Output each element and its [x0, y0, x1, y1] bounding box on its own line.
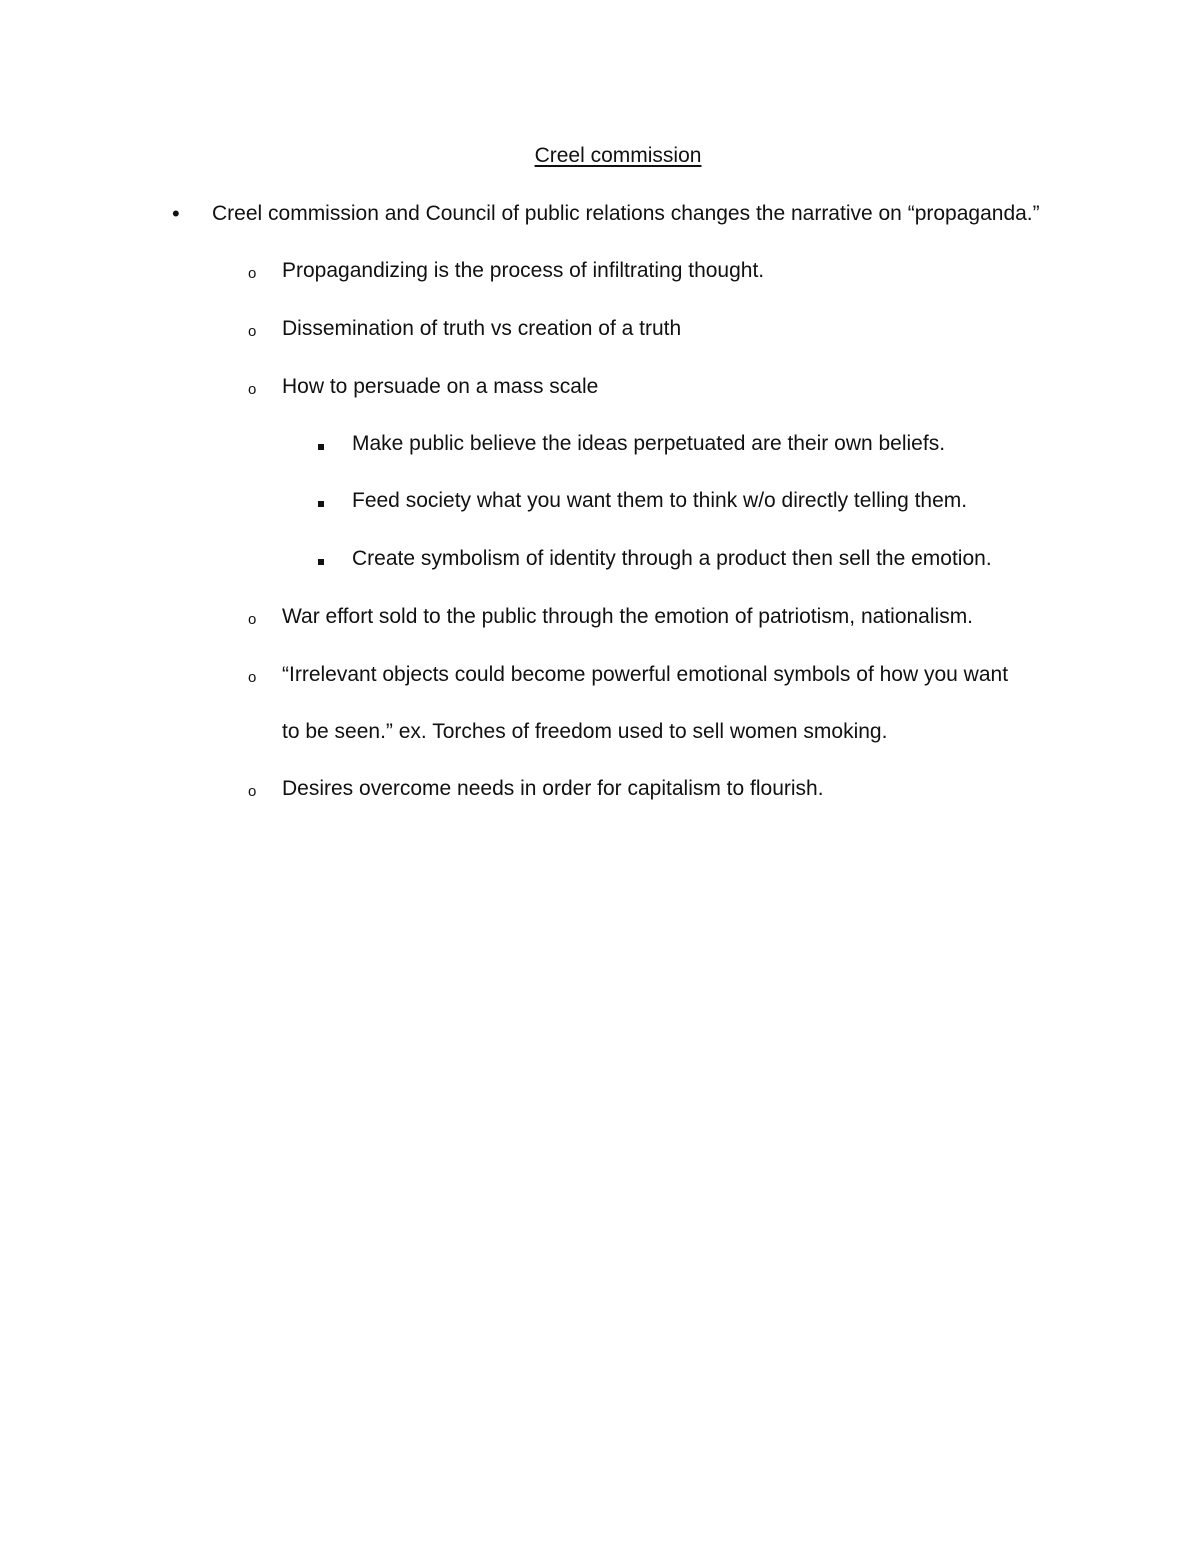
sub-bullet-marker: o	[248, 611, 257, 628]
square-bullet-icon	[318, 486, 324, 516]
sub-bullet-continuation: to be seen.” ex. Torches of freedom used to sell women smoking.	[282, 720, 888, 743]
sub-bullet-text: Dissemination of truth vs creation of a truth	[282, 317, 682, 340]
sub-bullet-marker: o	[248, 265, 257, 282]
sub-bullet-text: Desires overcome needs in order for capitalism to flourish.	[282, 777, 824, 800]
sub-bullet-marker: o	[248, 783, 257, 800]
sub-bullet-marker: o	[248, 669, 257, 686]
sub-bullet-marker: o	[248, 381, 257, 398]
square-bullet-icon	[318, 429, 324, 459]
square-bullet-icon	[318, 544, 324, 574]
page-title: Creel commission	[534, 144, 702, 167]
sub-bullet-text: War effort sold to the public through the emotion of patriotism, nationalism.	[282, 605, 974, 628]
sub-bullet-marker: o	[248, 323, 257, 340]
sub-bullet-text: “Irrelevant objects could become powerful emotional symbols of how you want	[282, 663, 1009, 686]
main-bullet-text: Creel commission and Council of public relations changes the narrative on “propaganda.”	[212, 202, 1040, 225]
sub-sub-bullet-text: Create symbolism of identity through a product then sell the emotion.	[352, 547, 992, 570]
sub-bullet-text: How to persuade on a mass scale	[282, 375, 599, 398]
bullet-marker: •	[172, 201, 180, 226]
sub-sub-bullet-text: Make public believe the ideas perpetuated are their own beliefs.	[352, 432, 946, 455]
sub-bullet-text: Propagandizing is the process of infiltrating thought.	[282, 259, 765, 282]
sub-sub-bullet-text: Feed society what you want them to think w/o directly telling them.	[352, 489, 968, 512]
